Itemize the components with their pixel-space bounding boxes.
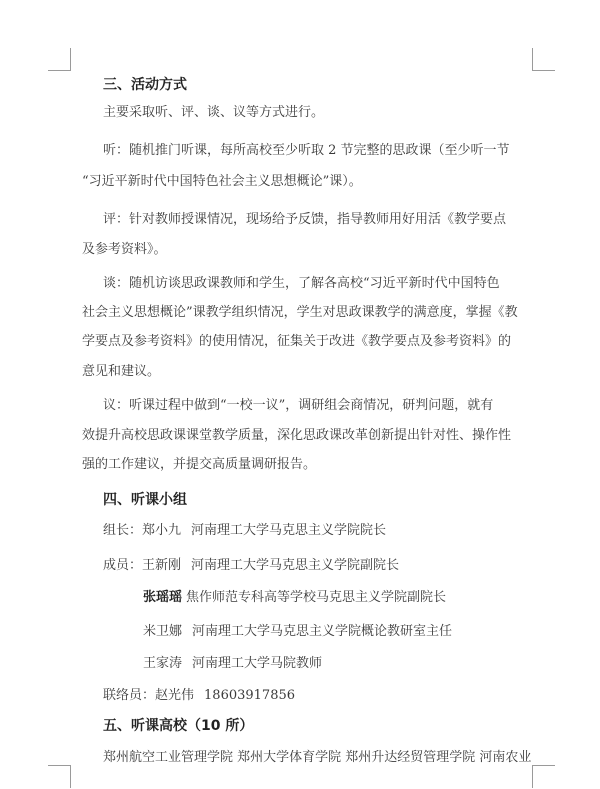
crop-mark-top-left (48, 48, 71, 71)
member-title: 河南理工大学马克思主义学院副院长 (191, 558, 400, 573)
crop-mark-top-right (532, 48, 555, 71)
member-title: 河南理工大学马克思主义学院概论教研室主任 (192, 624, 453, 639)
member-row (103, 556, 399, 576)
member-row (143, 588, 446, 608)
section-5-heading: 五、听课高校（10 所） (103, 718, 254, 734)
talk-paragraph-line-3: 学要点及参考资料》的使用情况，征集关于改进《教学要点及参考资料》的 (82, 334, 512, 349)
discuss-paragraph-line-2: 效提升高校思政课课堂教学质量，深化思政课改革创新提出针对性、操作性 (82, 428, 512, 443)
contact-phone: 18603917856 (204, 688, 296, 703)
member-title: 焦作师范专科高等学校马克思主义学院副院长 (186, 590, 447, 605)
discuss-paragraph-line-3: 强的工作建议，并提交高质量调研报告。 (82, 457, 317, 472)
discuss-paragraph-line-1: 议：听课过程中做到“一校一议”，调研组会商情况，研判问题，就有 (103, 398, 494, 413)
member-name: 张瑶瑶 (143, 590, 183, 605)
leader-name: 郑小九 (142, 523, 182, 538)
talk-paragraph-line-1: 谈：随机访谈思政课教师和学生，了解各高校“习近平新时代中国特色 (103, 276, 500, 291)
leader-label: 组长： (103, 523, 143, 538)
member-name: 王新刚 (142, 558, 182, 573)
listen-paragraph-line-1: 听：随机推门听课，每所高校至少听取 2 节完整的思政课（至少听一节 (103, 143, 510, 158)
member-name: 王家涛 (143, 656, 183, 671)
member-row (143, 622, 452, 642)
talk-paragraph-line-2: 社会主义思想概论”课教学组织情况，学生对思政课教学的满意度，掌握《教 (82, 305, 518, 320)
crop-mark-bottom-right (532, 765, 555, 788)
leader-row (103, 521, 386, 541)
section-4-heading: 四、听课小组 (103, 492, 187, 508)
section-3-intro: 主要采取听、评、谈、议等方式进行。 (103, 105, 325, 120)
member-name: 米卫娜 (143, 624, 183, 639)
schools-line-1: 郑州航空工业管理学院 郑州大学体育学院 郑州升达经贸管理学院 河南农业 (103, 750, 532, 765)
evaluate-paragraph-line-1: 评：针对教师授课情况，现场给予反馈，指导教师用好用活《教学要点 (103, 212, 507, 227)
evaluate-paragraph-line-2: 及参考资料》。 (82, 242, 167, 257)
leader-title: 河南理工大学马克思主义学院院长 (191, 523, 387, 538)
member-row (143, 654, 322, 674)
member-title: 河南理工大学马院教师 (192, 656, 323, 671)
members-label: 成员： (103, 558, 143, 573)
contact-name: 赵光伟 (155, 688, 195, 703)
section-3-heading: 三、活动方式 (103, 77, 187, 93)
contact-row (103, 686, 295, 706)
talk-paragraph-line-4: 意见和建议。 (82, 364, 161, 379)
listen-paragraph-line-2: “习近平新时代中国特色社会主义思想概论”课）。 (82, 174, 362, 189)
contact-label: 联络员： (103, 688, 156, 703)
crop-mark-bottom-left (48, 765, 71, 788)
